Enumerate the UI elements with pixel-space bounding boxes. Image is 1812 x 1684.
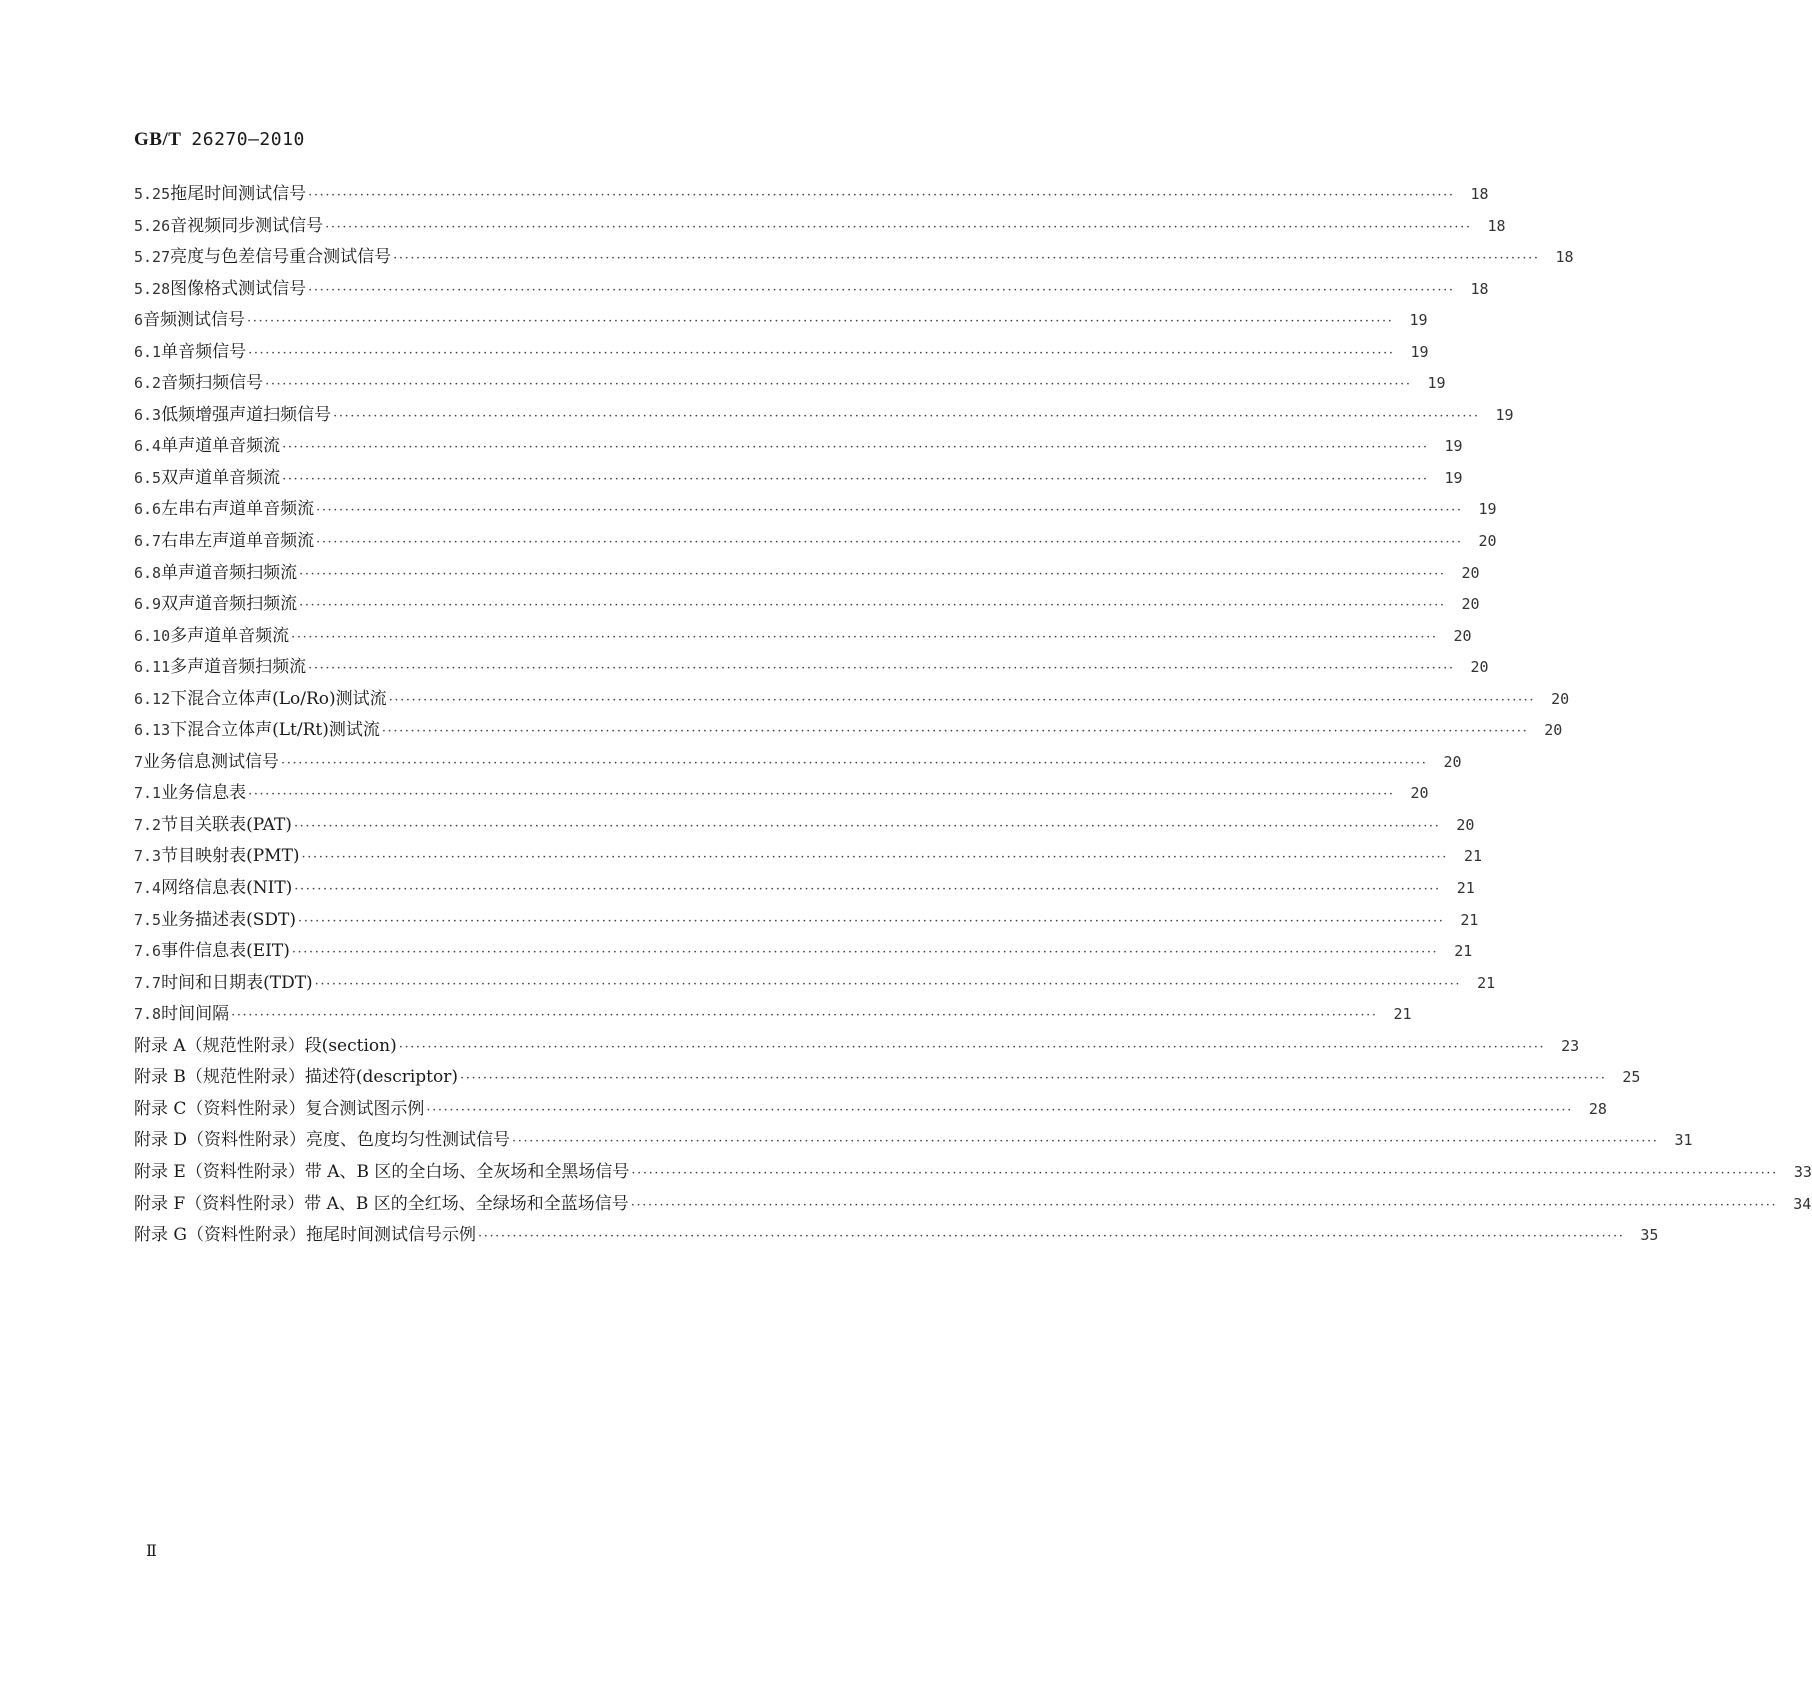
dot-leader: ········································································································································································································ [631, 1165, 1778, 1181]
toc-entry-number: 附录 C（资料性附录） [134, 1098, 306, 1119]
dot-leader: ········································································································································································································ [393, 251, 1540, 267]
toc-entry-page: 20 [1478, 532, 1497, 551]
toc-entry-page: 18 [1555, 248, 1574, 267]
toc-entry-page: 19 [1444, 468, 1463, 487]
toc-entry-title: 低频增强声道扫频信号 [161, 404, 332, 425]
toc-entry-page: 20 [1456, 815, 1475, 834]
toc-entry-page: 20 [1453, 626, 1472, 645]
toc-entry-page: 20 [1461, 563, 1480, 582]
toc-entry-number: 7.8 [134, 1005, 162, 1024]
toc-entry-number: 附录 E（资料性附录） [134, 1161, 305, 1182]
dot-leader: ········································································································································································································ [308, 661, 1455, 677]
toc-entry-page: 25 [1622, 1068, 1641, 1087]
toc-entry-page: 21 [1456, 879, 1475, 898]
toc-entry-number: 6.8 [134, 563, 162, 582]
toc-entry[interactable] [134, 652, 1489, 684]
toc-entry-title: 图像格式测试信号 [170, 278, 307, 299]
toc-entry-page: 19 [1427, 374, 1446, 393]
toc-entry-page: 20 [1470, 658, 1489, 677]
dot-leader: ········································································································································································································ [333, 408, 1480, 424]
toc-entry-number: 6.2 [134, 374, 162, 393]
toc-entry-number: 6.13 [134, 721, 171, 740]
dot-leader: ········································································································································································································ [299, 566, 1446, 582]
toc-entry[interactable] [134, 1157, 1812, 1189]
toc-entry-number: 6.5 [134, 468, 162, 487]
page-number: Ⅱ [146, 1543, 157, 1560]
toc-entry-title: 下混合立体声(Lt/Rt)测试流 [170, 720, 380, 741]
toc-entry-page: 19 [1495, 405, 1514, 424]
toc-entry[interactable] [134, 494, 1497, 526]
toc-entry[interactable] [134, 1062, 1641, 1094]
toc-entry-title: 单音频信号 [161, 341, 247, 362]
document-header [134, 128, 305, 151]
toc-entry-title: 网络信息表(NIT) [161, 878, 293, 899]
toc-entry[interactable] [134, 1094, 1607, 1126]
toc-entry-number: 7.2 [134, 815, 162, 834]
toc-entry-number: 5.28 [134, 279, 171, 298]
toc-entry-page: 31 [1674, 1131, 1693, 1150]
toc-entry[interactable] [134, 1031, 1580, 1063]
toc-entry[interactable] [134, 305, 1428, 337]
dot-leader: ········································································································································································································ [282, 471, 1429, 487]
toc-entry-number: 6.12 [134, 689, 171, 708]
toc-entry-title: 多声道音频扫频流 [170, 657, 307, 678]
dot-leader: ········································································································································································································ [281, 755, 1428, 771]
dot-leader: ········································································································································································································ [291, 945, 1439, 961]
toc-entry[interactable] [134, 431, 1463, 463]
toc-entry-number: 6.7 [134, 532, 162, 551]
toc-entry[interactable] [134, 936, 1473, 968]
toc-entry-title: 亮度、色度均匀性测试信号 [306, 1130, 511, 1151]
toc-entry[interactable] [134, 621, 1472, 653]
toc-entry-title: 音频扫频信号 [161, 373, 264, 394]
toc-entry-title: 节目映射表(PMT) [161, 846, 300, 867]
dot-leader: ········································································································································································································ [294, 882, 1441, 898]
toc-entry-page: 21 [1463, 847, 1483, 866]
dot-leader: ········································································································································································································ [247, 314, 1394, 330]
toc-entry-title: 复合测试图示例 [305, 1098, 425, 1119]
toc-entry-page: 20 [1544, 721, 1563, 740]
dot-leader: ········································································································································································································ [388, 692, 1536, 708]
toc-entry[interactable] [134, 715, 1563, 747]
toc-entry[interactable] [134, 841, 1483, 873]
dot-leader: ········································································································································································································ [293, 818, 1441, 834]
toc-entry[interactable] [134, 368, 1446, 400]
toc-entry-page: 18 [1470, 185, 1489, 203]
toc-entry-number: 7 [134, 752, 144, 771]
toc-entry[interactable] [134, 589, 1480, 621]
toc-entry[interactable] [134, 999, 1412, 1031]
toc-entry[interactable] [134, 337, 1429, 369]
toc-entry[interactable] [134, 968, 1496, 1000]
toc-entry-title: 单声道单音频流 [161, 436, 281, 457]
toc-entry-title: 带 A、B 区的全白场、全灰场和全黑场信号 [304, 1161, 630, 1182]
toc-entry-title: 时间和日期表(TDT) [161, 972, 313, 993]
toc-entry-title: 业务信息测试信号 [143, 751, 280, 772]
toc-entry-title: 拖尾时间测试信号 [170, 184, 307, 204]
toc-entry-page: 20 [1410, 784, 1429, 803]
toc-entry[interactable] [134, 1189, 1812, 1221]
table-of-contents [134, 179, 1812, 1252]
dot-leader: ········································································································································································································ [381, 724, 1529, 740]
toc-entry-title: 下混合立体声(Lo/Ro)测试流 [170, 688, 387, 709]
toc-entry-number: 附录 A（规范性附录） [134, 1035, 305, 1056]
toc-entry[interactable] [134, 873, 1475, 905]
dot-leader: ········································································································································································································ [265, 377, 1412, 393]
toc-entry[interactable] [134, 747, 1462, 779]
toc-entry-title: 双声道单音频流 [161, 467, 281, 488]
dot-leader: ········································································································································································································ [630, 1197, 1778, 1213]
toc-entry-number: 6.6 [134, 500, 162, 519]
toc-entry[interactable] [134, 400, 1514, 432]
toc-entry-number: 5.25 [134, 185, 171, 203]
toc-entry[interactable] [134, 1220, 1659, 1252]
toc-entry[interactable] [134, 274, 1489, 306]
dot-leader: ········································································································································································································ [299, 598, 1446, 614]
toc-entry-title: 双声道音频扫频流 [161, 594, 298, 615]
toc-entry-number: 7.1 [134, 784, 162, 803]
toc-entry-page: 20 [1443, 752, 1462, 771]
toc-entry-number: 5.27 [134, 248, 171, 267]
dot-leader: ········································································································································································································ [512, 1134, 1659, 1150]
toc-entry-number: 附录 B（规范性附录） [134, 1067, 305, 1088]
toc-entry[interactable] [134, 684, 1570, 716]
toc-entry-title: 业务信息表 [161, 783, 247, 804]
toc-entry[interactable] [134, 526, 1497, 558]
dot-leader: ········································································································································································································ [301, 850, 1449, 866]
dot-leader: ········································································································································································································ [426, 1102, 1573, 1118]
toc-entry-page: 20 [1551, 689, 1570, 708]
toc-entry-number: 附录 D（资料性附录） [134, 1130, 307, 1151]
standard-code: GB/T [134, 129, 182, 150]
dot-leader: ········································································································································································································ [460, 1071, 1607, 1087]
toc-entry-title: 音视频同步测试信号 [170, 215, 324, 236]
toc-entry-number: 6.9 [134, 595, 162, 614]
toc-entry-number: 附录 G（资料性附录） [134, 1225, 306, 1246]
dot-leader: ········································································································································································································ [248, 345, 1395, 361]
dot-leader: ········································································································································································································ [316, 503, 1463, 519]
toc-entry-number: 6.10 [134, 626, 171, 645]
toc-entry-page: 19 [1410, 342, 1429, 361]
standard-number: 26270—2010 [191, 129, 305, 150]
toc-entry[interactable] [134, 558, 1480, 590]
toc-entry[interactable] [134, 211, 1506, 243]
toc-entry-page: 28 [1588, 1099, 1607, 1118]
toc-entry[interactable] [134, 179, 1489, 211]
toc-entry[interactable] [134, 463, 1463, 495]
toc-entry-page: 23 [1561, 1036, 1580, 1055]
toc-entry-number: 7.5 [134, 910, 162, 929]
toc-entry-page: 21 [1460, 910, 1479, 929]
toc-entry-title: 带 A、B 区的全红场、全绿场和全蓝场信号 [304, 1193, 629, 1214]
toc-entry-page: 35 [1640, 1226, 1659, 1245]
toc-entry-page: 19 [1444, 437, 1463, 456]
toc-entry-number: 7.3 [134, 847, 162, 866]
toc-entry-page: 19 [1409, 311, 1428, 330]
toc-entry-page: 18 [1470, 279, 1489, 298]
dot-leader: ········································································································································································································ [308, 282, 1455, 298]
dot-leader: ········································································································································································································ [314, 976, 1462, 992]
toc-entry-page: 21 [1477, 973, 1496, 992]
toc-entry-number: 7.6 [134, 942, 162, 961]
toc-entry-page: 20 [1461, 595, 1480, 614]
dot-leader: ········································································································································································································ [398, 1039, 1546, 1055]
toc-entry-number: 附录 F（资料性附录） [134, 1193, 305, 1214]
dot-leader: ········································································································································································································ [231, 1008, 1378, 1024]
toc-entry-title: 单声道音频扫频流 [161, 562, 298, 583]
dot-leader: ········································································································································································································ [248, 787, 1395, 803]
dot-leader: ········································································································································································································ [282, 440, 1429, 456]
toc-entry-page: 21 [1454, 942, 1473, 961]
toc-entry[interactable] [134, 242, 1574, 274]
toc-entry[interactable] [134, 1125, 1693, 1157]
toc-entry[interactable] [134, 810, 1475, 842]
toc-entry-page: 21 [1393, 1005, 1412, 1024]
toc-entry-page: 19 [1478, 500, 1497, 519]
toc-entry-title: 音频测试信号 [143, 310, 246, 331]
dot-leader: ········································································································································································································ [325, 219, 1472, 235]
toc-entry-number: 6.11 [134, 658, 171, 677]
toc-entry-title: 多声道单音频流 [170, 625, 290, 646]
toc-entry-title: 左串右声道单音频流 [161, 499, 315, 520]
dot-leader: ········································································································································································································ [291, 629, 1438, 645]
toc-entry-title: 描述符(descriptor) [304, 1067, 458, 1088]
toc-entry-title: 事件信息表(EIT) [161, 941, 290, 962]
toc-entry-page: 34 [1793, 1194, 1812, 1213]
toc-entry-number: 6.3 [134, 405, 162, 424]
toc-entry-number: 6.1 [134, 342, 162, 361]
toc-entry-number: 7.4 [134, 879, 162, 898]
toc-entry-title: 亮度与色差信号重合测试信号 [170, 247, 392, 268]
toc-entry-title: 业务描述表(SDT) [161, 909, 296, 930]
toc-entry[interactable] [134, 778, 1429, 810]
dot-leader: ········································································································································································································ [316, 535, 1463, 551]
toc-entry-title: 右串左声道单音频流 [161, 531, 315, 552]
toc-entry-title: 节目关联表(PAT) [161, 814, 292, 835]
dot-leader: ········································································································································································································ [297, 913, 1445, 929]
dot-leader: ········································································································································································································ [308, 188, 1455, 203]
toc-entry-page: 33 [1793, 1162, 1812, 1181]
dot-leader: ········································································································································································································ [477, 1229, 1625, 1245]
toc-entry[interactable] [134, 905, 1479, 937]
toc-entry-number: 7.7 [134, 973, 162, 992]
toc-entry-page: 18 [1487, 216, 1506, 235]
toc-entry-title: 段(section) [304, 1035, 397, 1056]
toc-entry-title: 拖尾时间测试信号示例 [305, 1225, 476, 1246]
toc-entry-number: 6.4 [134, 437, 162, 456]
toc-entry-number: 5.26 [134, 216, 171, 235]
toc-entry-title: 时间间隔 [161, 1004, 230, 1025]
toc-entry-number: 6 [134, 311, 144, 330]
